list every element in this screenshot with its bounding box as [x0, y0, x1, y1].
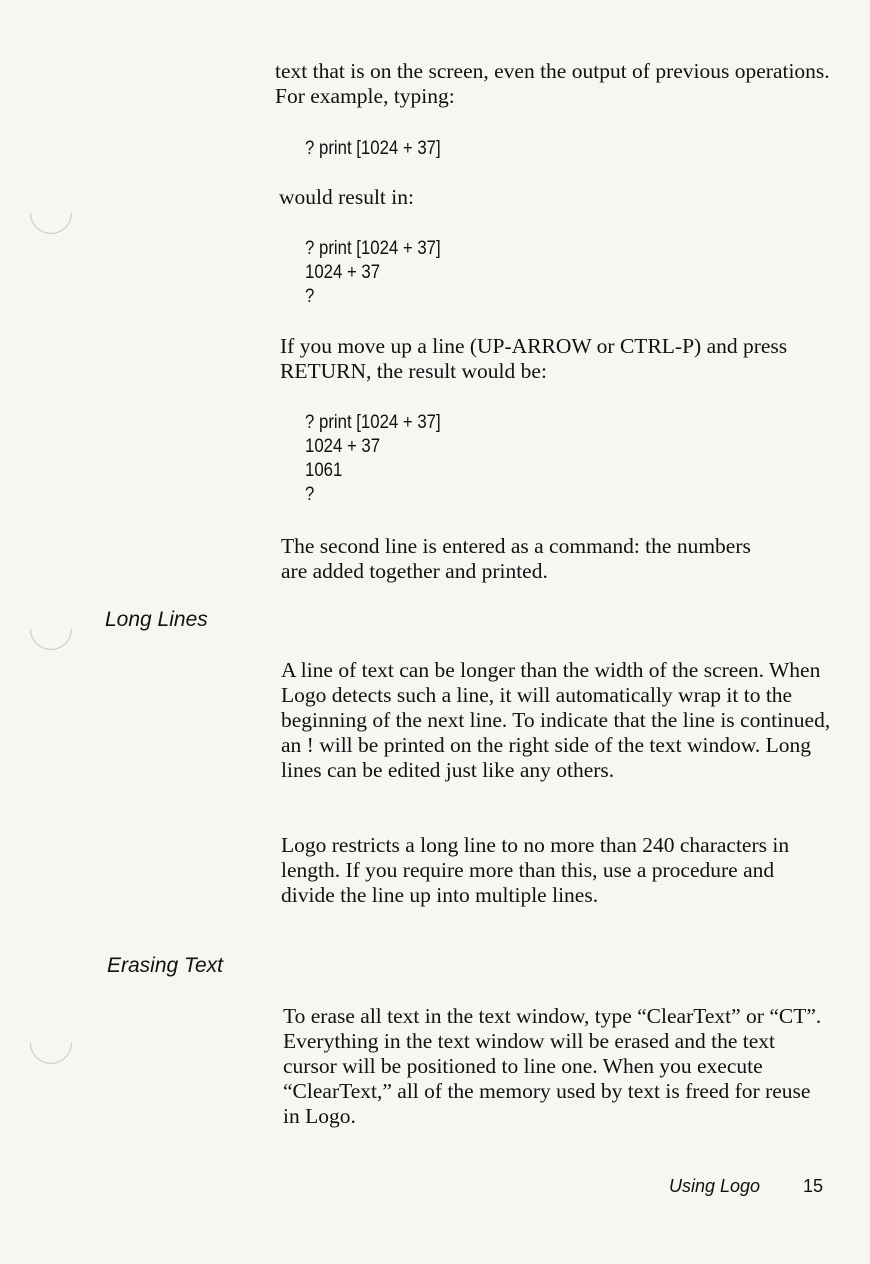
- intro-paragraph-2: would result in:: [279, 185, 414, 209]
- code-line: 1024 + 37: [305, 261, 381, 283]
- footer-section-title: Using Logo: [669, 1176, 761, 1196]
- intro-paragraph-3: If you move up a line (UP-ARROW or CTRL-P) and press RETURN, the result would be:: [280, 334, 788, 383]
- code-line: ? print [1024 + 37]: [305, 137, 441, 159]
- section-heading-long-lines: Long Lines: [105, 608, 208, 631]
- intro-paragraph-1: text that is on the screen, even the output of previous operations. For example, typing:: [275, 59, 830, 108]
- punch-hole: [21, 1013, 80, 1072]
- long-lines-paragraph-1: A line of text can be longer than the width of the screen. When Logo detects such a line, it will automatically wrap it to the beginning of the next line. To indicate that the line is continued, an ! will be printed on the right side of the text window. Long lines can be edited just like any others.: [281, 658, 831, 782]
- long-lines-paragraph-2: Logo restricts a long line to no more than 240 characters in length. If you require more than this, use a procedure and divide the line up into multiple lines.: [281, 833, 790, 907]
- section-heading-erasing-text: Erasing Text: [107, 954, 223, 977]
- page-number: 15: [803, 1176, 824, 1196]
- code-example-1: [305, 136, 441, 160]
- punch-hole: [21, 183, 80, 242]
- punch-hole: [21, 599, 80, 658]
- code-line: 1061: [305, 459, 343, 481]
- code-example-2: [305, 236, 441, 308]
- code-line: ? print [1024 + 37]: [305, 237, 441, 259]
- erasing-text-paragraph: To erase all text in the text window, type “ClearText” or “CT”. Everything in the text window will be erased and the text cursor will be positioned to line one. When you execute “ClearText,” all of the memory used by text is freed for reuse in Logo.: [283, 1004, 822, 1128]
- code-line: ?: [305, 285, 315, 307]
- code-example-3: [305, 410, 441, 506]
- intro-paragraph-4: The second line is entered as a command: the numbers are added together and printed.: [281, 534, 751, 583]
- code-line: ?: [305, 483, 315, 505]
- code-line: ? print [1024 + 37]: [305, 411, 441, 433]
- code-line: 1024 + 37: [305, 435, 381, 457]
